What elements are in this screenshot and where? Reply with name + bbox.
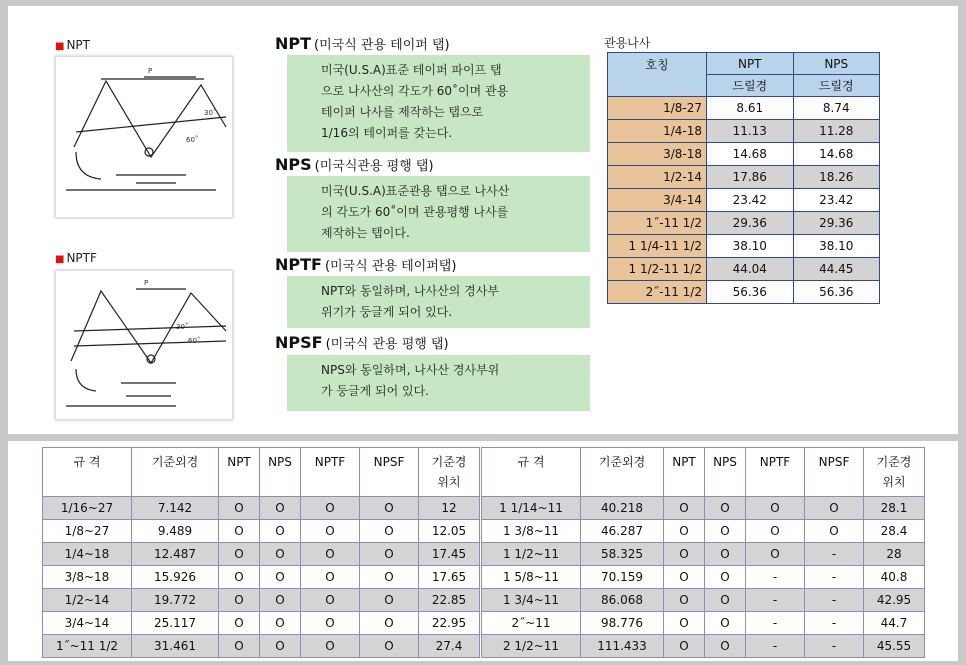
drill-cell: 8.74 (793, 97, 880, 120)
drill-cell: 17.86 (707, 166, 794, 189)
table-cell: O (705, 612, 746, 635)
table-cell: 25.117 (132, 612, 219, 635)
table-cell: O (260, 566, 301, 589)
table-cell: O (219, 543, 260, 566)
npsf-heading: NPSF (미국식 관용 평행 탭) (275, 333, 449, 352)
table-cell: O (260, 497, 301, 520)
nps-heading: NPS (미국식관용 평행 탭) (275, 155, 434, 174)
table-cell: 98.776 (581, 612, 664, 635)
svg-text:60˚: 60˚ (186, 136, 199, 144)
table-cell: O (746, 543, 805, 566)
svg-text:30˚: 30˚ (204, 109, 217, 117)
npt-heading: NPT (미국식 관용 테이퍼 탭) (275, 34, 450, 53)
table-cell: O (705, 497, 746, 520)
col-header: NPTF (746, 448, 805, 497)
table-cell: O (360, 520, 419, 543)
table-row (43, 497, 480, 520)
col-header: NPSF (805, 448, 864, 497)
table-cell: 1 1/14~11 (482, 497, 581, 520)
table-cell: - (805, 635, 864, 658)
table-cell: O (664, 566, 705, 589)
col-subheader: 드릴경 (707, 75, 794, 97)
table-cell: - (746, 566, 805, 589)
table-row (43, 543, 480, 566)
table-cell: 12 (419, 497, 480, 520)
table-cell: 1 5/8~11 (482, 566, 581, 589)
table-cell: 28 (864, 543, 925, 566)
table-cell: O (219, 612, 260, 635)
col-header: 기준경 위치 (864, 448, 925, 497)
table-cell: O (664, 543, 705, 566)
nptf-description: NPT와 동일하며, 나사산의 경사부 위기가 둥글게 되어 있다. (287, 276, 590, 328)
table-cell: 1/8~27 (43, 520, 132, 543)
nps-description: 미국(U.S.A)표준관용 탭으로 나사산 의 각도가 60˚이며 관용평행 나사를 제작하는 탭이다. (287, 176, 590, 252)
table-row (608, 235, 880, 258)
table-cell: O (664, 612, 705, 635)
table-cell: O (301, 635, 360, 658)
table-cell: O (360, 589, 419, 612)
table-row (43, 566, 480, 589)
table-cell: 1 3/4~11 (482, 589, 581, 612)
table-cell: 9.489 (132, 520, 219, 543)
table-cell: O (360, 497, 419, 520)
thread-profile-icon (56, 271, 232, 419)
drill-cell: 29.36 (707, 212, 794, 235)
table-row (482, 635, 925, 658)
table-cell: O (360, 612, 419, 635)
table-cell: 3/4~14 (43, 612, 132, 635)
size-cell: 2˝-11 1/2 (608, 281, 707, 304)
table-cell: O (746, 520, 805, 543)
table-cell: O (705, 589, 746, 612)
table-cell: O (705, 543, 746, 566)
drill-cell: 38.10 (707, 235, 794, 258)
size-cell: 1/8-27 (608, 97, 707, 120)
pipe-table-title: 관용나사 (604, 36, 651, 50)
table-cell: O (260, 635, 301, 658)
table-cell: O (301, 543, 360, 566)
col-header: 규 격 (482, 448, 581, 497)
table-cell: O (219, 635, 260, 658)
drill-cell: 38.10 (793, 235, 880, 258)
col-header: 기준외경 (581, 448, 664, 497)
col-header: 기준경 위치 (419, 448, 480, 497)
col-header: NPS (260, 448, 301, 497)
col-subheader: 드릴경 (793, 75, 880, 97)
spec-table-right (481, 447, 925, 658)
table-cell: 7.142 (132, 497, 219, 520)
table-cell: O (664, 635, 705, 658)
table-cell: - (746, 612, 805, 635)
table-cell: O (705, 635, 746, 658)
table-cell: 2 1/2~11 (482, 635, 581, 658)
table-cell: 22.95 (419, 612, 480, 635)
drill-cell: 23.42 (793, 189, 880, 212)
table-cell: O (260, 543, 301, 566)
table-cell: O (301, 612, 360, 635)
table-row (608, 120, 880, 143)
table-cell: 12.487 (132, 543, 219, 566)
table-cell: 45.55 (864, 635, 925, 658)
npt-thread-diagram (55, 56, 233, 218)
table-cell: O (664, 520, 705, 543)
table-row (482, 589, 925, 612)
table-cell: O (301, 566, 360, 589)
table-row (608, 258, 880, 281)
size-cell: 3/4-14 (608, 189, 707, 212)
table-cell: - (805, 589, 864, 612)
bullet-icon: ■ (55, 254, 65, 265)
table-cell: 1˝~11 1/2 (43, 635, 132, 658)
nptf-diagram-label: ■ NPTF (55, 251, 97, 265)
table-row (608, 281, 880, 304)
col-header: NPTF (301, 448, 360, 497)
table-cell: 44.7 (864, 612, 925, 635)
table-cell: 42.95 (864, 589, 925, 612)
table-cell: 3/8~18 (43, 566, 132, 589)
drill-cell: 44.04 (707, 258, 794, 281)
bullet-icon: ■ (55, 41, 65, 52)
table-cell: 31.461 (132, 635, 219, 658)
table-cell: 1/2~14 (43, 589, 132, 612)
nptf-thread-diagram (55, 270, 233, 420)
table-cell: O (805, 497, 864, 520)
table-cell: 1/4~18 (43, 543, 132, 566)
table-cell: O (260, 612, 301, 635)
drill-cell: 56.36 (707, 281, 794, 304)
spec-table-left (42, 447, 480, 658)
table-cell: O (705, 566, 746, 589)
table-cell: 1/16~27 (43, 497, 132, 520)
drill-cell: 23.42 (707, 189, 794, 212)
table-cell: 40.8 (864, 566, 925, 589)
table-cell: O (746, 497, 805, 520)
table-cell: O (260, 520, 301, 543)
table-row (43, 520, 480, 543)
header-row (482, 448, 925, 497)
table-cell: 27.4 (419, 635, 480, 658)
table-cell: 46.287 (581, 520, 664, 543)
table-cell: O (219, 497, 260, 520)
col-header: NPT (219, 448, 260, 497)
size-cell: 1/2-14 (608, 166, 707, 189)
table-cell: 28.1 (864, 497, 925, 520)
drill-cell: 56.36 (793, 281, 880, 304)
table-cell: 12.05 (419, 520, 480, 543)
table-row (482, 612, 925, 635)
table-cell: O (301, 589, 360, 612)
npt-description: 미국(U.S.A)표준 테이퍼 파이프 탭 으로 나사산의 각도가 60˚이며 관용 테이퍼 나사를 제작하는 탭으로 1/16의 테이퍼를 갖는다. (287, 55, 590, 152)
size-cell: 1 1/2-11 1/2 (608, 258, 707, 281)
table-cell: 2˝~11 (482, 612, 581, 635)
table-row (482, 520, 925, 543)
table-row (43, 612, 480, 635)
table-cell: 1 1/2~11 (482, 543, 581, 566)
table-cell: 70.159 (581, 566, 664, 589)
drill-cell: 8.61 (707, 97, 794, 120)
table-cell: O (705, 520, 746, 543)
table-cell: 17.65 (419, 566, 480, 589)
table-cell: - (746, 589, 805, 612)
table-cell: O (219, 589, 260, 612)
npt-diagram-label: ■ NPT (55, 38, 90, 52)
table-cell: 86.068 (581, 589, 664, 612)
table-cell: 58.325 (581, 543, 664, 566)
col-header: 호칭 (608, 53, 707, 97)
col-header: NPS (793, 53, 880, 75)
drill-cell: 18.26 (793, 166, 880, 189)
table-cell: O (360, 543, 419, 566)
table-row (482, 497, 925, 520)
table-row (482, 543, 925, 566)
table-cell: O (301, 520, 360, 543)
svg-text:30˚: 30˚ (176, 323, 189, 331)
drill-cell: 29.36 (793, 212, 880, 235)
table-row (43, 589, 480, 612)
size-cell: 1 1/4-11 1/2 (608, 235, 707, 258)
table-row (608, 212, 880, 235)
table-cell: - (805, 612, 864, 635)
drill-cell: 44.45 (793, 258, 880, 281)
table-cell: 15.926 (132, 566, 219, 589)
table-cell: O (219, 520, 260, 543)
pipe-drill-table (607, 52, 880, 304)
svg-text:P: P (148, 67, 153, 75)
table-cell: O (360, 566, 419, 589)
thread-profile-icon (56, 57, 232, 217)
svg-text:P: P (144, 279, 149, 287)
table-cell: 22.85 (419, 589, 480, 612)
col-header: NPT (707, 53, 794, 75)
nptf-heading: NPTF (미국식 관용 테이퍼탭) (275, 255, 457, 274)
col-header: 기준외경 (132, 448, 219, 497)
table-row (482, 566, 925, 589)
table-cell: - (805, 566, 864, 589)
col-header: 규 격 (43, 448, 132, 497)
table-cell: O (219, 566, 260, 589)
table-cell: O (664, 497, 705, 520)
table-cell: - (746, 635, 805, 658)
table-cell: 28.4 (864, 520, 925, 543)
drill-cell: 14.68 (707, 143, 794, 166)
header-row (43, 448, 480, 497)
size-cell: 1/4-18 (608, 120, 707, 143)
table-cell: O (805, 520, 864, 543)
drill-cell: 11.13 (707, 120, 794, 143)
table-cell: O (664, 589, 705, 612)
table-cell: 17.45 (419, 543, 480, 566)
table-cell: 40.218 (581, 497, 664, 520)
size-cell: 1˝-11 1/2 (608, 212, 707, 235)
table-cell: - (805, 543, 864, 566)
svg-text:60˚: 60˚ (188, 337, 201, 345)
table-cell: O (360, 635, 419, 658)
table-cell: O (260, 589, 301, 612)
table-row (43, 635, 480, 658)
table-cell: 19.772 (132, 589, 219, 612)
table-row (608, 97, 880, 120)
table-cell: 111.433 (581, 635, 664, 658)
col-header: NPT (664, 448, 705, 497)
size-cell: 3/8-18 (608, 143, 707, 166)
col-header: NPSF (360, 448, 419, 497)
col-header: NPS (705, 448, 746, 497)
table-row (608, 189, 880, 212)
drill-cell: 11.28 (793, 120, 880, 143)
npsf-description: NPS와 동일하며, 나사산 경사부위 가 둥글게 되어 있다. (287, 355, 590, 411)
drill-cell: 14.68 (793, 143, 880, 166)
table-cell: O (301, 497, 360, 520)
table-row (608, 166, 880, 189)
table-row (608, 143, 880, 166)
table-cell: 1 3/8~11 (482, 520, 581, 543)
